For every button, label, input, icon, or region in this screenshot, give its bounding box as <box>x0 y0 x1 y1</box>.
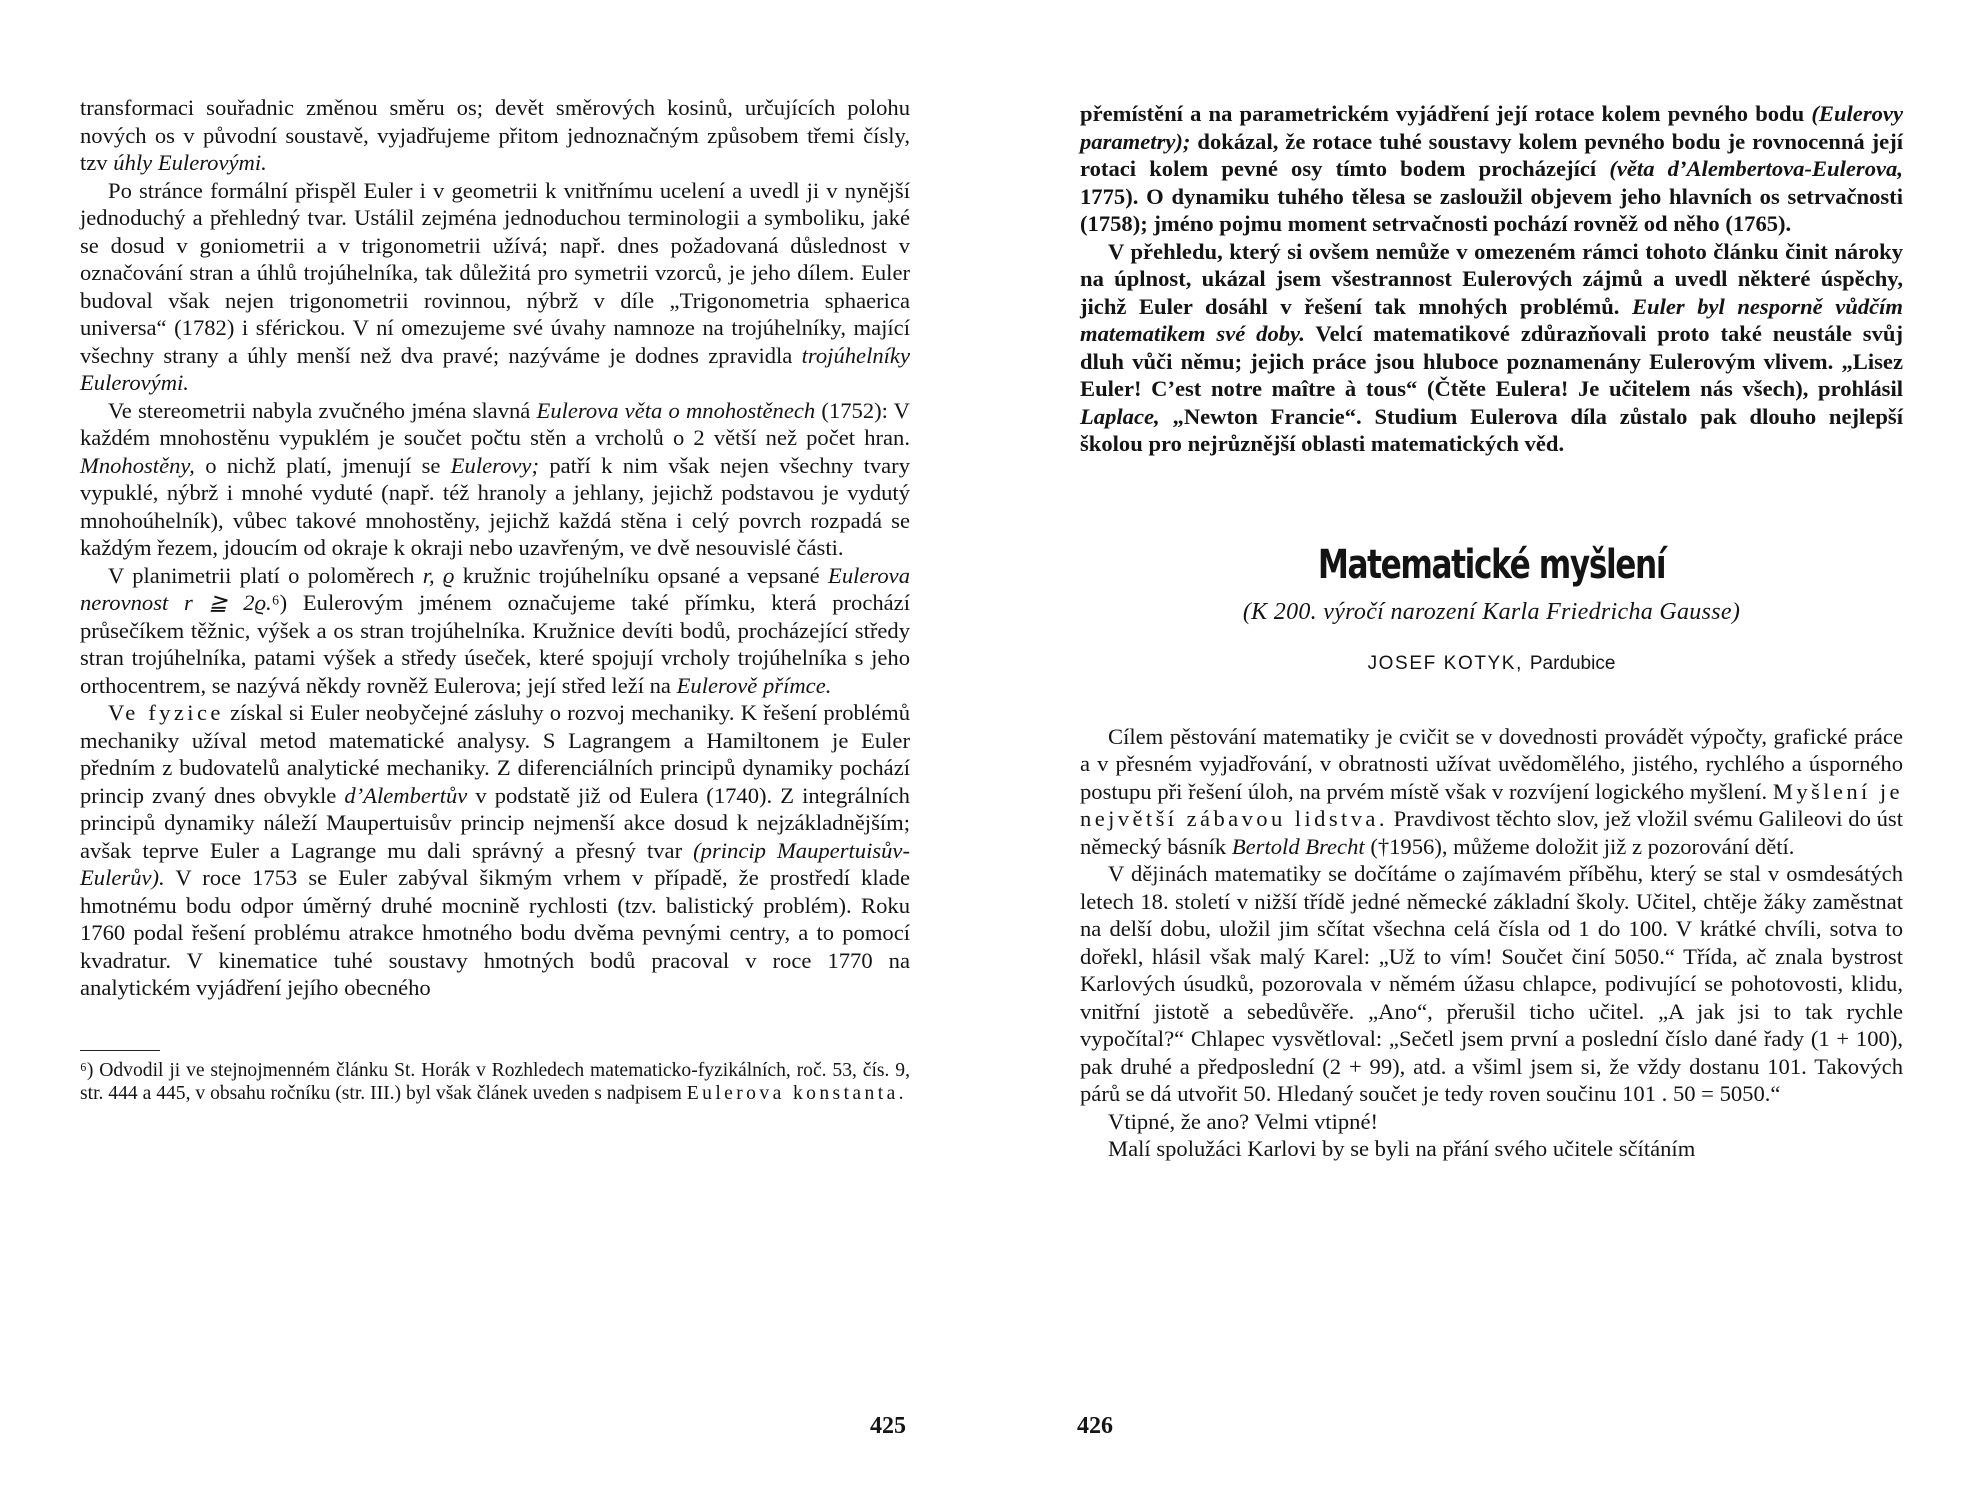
text-run: V dějinách matematiky se dočítáme o zajímavém příběhu, který se stal v osmdesátých letech 18. století v nižší třídě jedné německé základní školy. Učitel, chtěje žáky zaměstnat na delší dobu, uložil jim sčítat všechna celá čísla od 1 do 100. V krátké chvíli, sotva to dořekl, hlásil však malý Karel: „Už to vím! Součet činí 5050.“ Třída, ač znala bystrost Karlových úsudků, pozorovala v němém úžasu chlapce, podivující se pohotovosti, klidu, vnitřní jistotě a sebedůvěře. „Ano“, přerušil ticho učitel. „A jak jsi to tak rychle vypočítal?“ Chlapec vysvětloval: „Sečetl jsem první a poslední číslo dané řady (1 + 100), pak druhé a předposlední (2 + 99), atd. a všiml jsem si, že vždy dostanu 101. Takových párů se dá utvořit 50. Hledaný součet je tedy roven součinu 101 . 50 = 5050.“ <box>1080 861 1903 1106</box>
spaced-term: Ve fyzice <box>108 700 224 725</box>
italic-term: (princip Maupertuisův-Eulerův). <box>80 837 910 890</box>
article-author <box>1080 653 1903 675</box>
text-run: přemístění a na parametrickém vyjádření její rotace kolem pevného bodu <box>1080 101 1805 126</box>
italic-term: d’Alembertův <box>344 782 468 808</box>
spaced-term: Myšlení je největší zábavou lidstva. <box>1080 778 1903 831</box>
paragraph <box>1080 1108 1903 1136</box>
text-run: (†1956), můžeme doložit již z pozorování dětí. <box>1370 833 1795 859</box>
paragraph <box>1080 860 1903 1108</box>
right-text-column <box>1080 100 1903 1163</box>
text-run: Velcí matematikové zdůrazňovali proto také neustále svůj dluh vůči němu; jejich práce jsou hluboce poznamenány Eulerovým vlivem. „Lisez Euler! C’est notre maître à tous“ (Čtěte Eulera! Je učitelem nás všech), prohlásil <box>1080 321 1903 401</box>
footnote <box>80 1059 910 1105</box>
text-run: 1775). O dynamiku tuhého tělesa se zasloužil objevem jeho hlavních os setrvačnosti (1758); jméno pojmu moment setrvačnosti pochází rovněž od něho (1765). <box>1080 183 1903 236</box>
text-run: dokázal, že rotace tuhé soustavy kolem pevného bodu je rovnocenná její rotaci kolem pevné osy tímto bodem procházející <box>1080 128 1903 181</box>
paragraph <box>1080 723 1903 861</box>
text-run: ⁶) Eulerovým jménem označujeme také přímku, která prochází průsečíkem těžnic, výšek a os stran trojúhelníka. Kružnice devíti bodů, procházející středy stran trojúhelníka, patami výšek a středy úseček, které spojují vrcholy trojúhelníka s jeho orthocentrem, se nazývá někdy rovněž Eulerova; její střed leží na <box>80 590 910 698</box>
italic-term: Eulerova věta o mnohostěnech <box>536 397 816 423</box>
left-text-column <box>80 94 910 1105</box>
paragraph <box>80 177 910 397</box>
page-number: 426 <box>1077 1413 1113 1439</box>
italic-term: Eulerovy; <box>450 452 539 478</box>
text-run: Malí spolužáci Karlovi by se byli na přání svého učitele sčítáním <box>1108 1136 1696 1161</box>
text-run: Odvodil ji ve stejnojmenném článku St. Horák v Rozhledech matematicko-fyzikálních, roč. 53, čís. 9, str. 444 a 445, v obsahu ročníku (str. III.) byl však článek uveden s nadpisem <box>80 1059 910 1104</box>
italic-term: (věta d’Alembertova-Eulerova, <box>1609 156 1903 181</box>
spaced-term: Eulerova konstanta. <box>686 1082 907 1104</box>
article-subtitle: (K 200. výročí narození Karla Friedricha Gausse) <box>1242 598 1741 625</box>
text-run: o nichž platí, jmenují se <box>205 452 441 478</box>
bold-block <box>1080 100 1903 458</box>
footnote-text <box>80 1059 910 1105</box>
italic-term: trojúhelníky Eulerovými. <box>80 342 910 395</box>
footnote-rule <box>80 1050 160 1051</box>
text-run: transformaci souřadnic změnou směru os; devět směrových kosinů, určujících polohu nových os v původní soustavě, vyjadřujeme přitom jednoznačným způsobem třemi čísly, tzv <box>80 95 910 175</box>
footnote-marker: ⁶) <box>80 1059 94 1081</box>
italic-term: Eulerova nerovnost r ≧ 2ϱ. <box>80 562 910 615</box>
text-run: Pravdivost těchto slov, jež vložil svému Galileovi do úst německý básník <box>1080 806 1903 859</box>
author-name: JOSEF KOTYK, <box>1367 652 1523 674</box>
text-run: V přehledu, který si ovšem nemůže v omezeném rámci tohoto článku činit nároky na úplnost, ukázal jsem všestrannost Eulerových zájmů a uvedl některé úspěchy, jichž Euler dosáhl v řešení tak mnohých problémů. <box>1080 238 1903 319</box>
text-run: získal si Euler neobyčejné zásluhy o rozvoj mechaniky. K řešení problémů mechaniky užíval metod matematické analysy. S Lagrangem a Hamiltonem je Euler předním z budovatelů analytické mechaniky. Z diferenciálních principů dynamiky pochází princip zvaný dnes obvykle <box>80 700 910 808</box>
italic-term: Laplace, <box>1080 403 1160 429</box>
author-place: Pardubice <box>1529 652 1616 674</box>
paragraph <box>80 397 910 562</box>
italic-term: r, ϱ <box>422 562 455 588</box>
text-run: (1752): V každém mnohostěnu vypuklém je součet počtu stěn a vrcholů o 2 větší než počet hran. <box>80 397 911 450</box>
italic-term: (Eulerovy parametry); <box>1080 101 1903 154</box>
italic-term: Mnohostěny, <box>80 452 195 478</box>
text-run: V roce 1753 se Euler zabýval šikmým vrhem v případě, že prostředí klade hmotnému bodu odpor úměrný druhé mocnině rychlosti (tzv. balistický problém). Roku 1760 podal řešení problému atrakce hmotného bodu dvěma pevnými centry, a to pomocí kvadratur. V kinematice tuhé soustavy hmotných bodů pracoval v roce 1770 na analytickém vyjádření jejího obecného <box>80 865 910 1000</box>
paragraph <box>1080 100 1903 238</box>
paragraph <box>1080 238 1903 458</box>
italic-term: Euler byl nesporně vůdčím matematikem své doby. <box>1080 293 1903 346</box>
page-number: 425 <box>870 1413 906 1439</box>
article-title: Matematické myšlení <box>1317 541 1666 588</box>
italic-term: Eulerově přímce. <box>676 672 832 698</box>
text-run: “ (1782) i sférickou. V ní omezujeme své úvahy namnoze na trojúhelníky, mající všechny strany a úhly menší než dva pravé; nazýváme je dodnes zpravidla <box>80 315 910 368</box>
paragraph <box>80 562 910 700</box>
text-run: v podstatě již od Eulera (1740). Z integrálních principů dynamiky náleží Maupertuisův princip nejmenší akce dosud k nejzákladnějším; avšak teprve Euler a Lagrange mu dali správný a přesný tvar <box>80 782 910 863</box>
italic-term: Bertold Brecht <box>1231 833 1365 859</box>
paragraph <box>80 699 910 1002</box>
text-run: V planimetrii platí o poloměrech <box>108 562 415 588</box>
italic-term: úhly Eulerovými. <box>113 150 267 175</box>
right-page <box>990 0 1980 1500</box>
paragraph <box>1080 1135 1903 1163</box>
text-run: Po stránce formální přispěl Euler i v geometrii k vnitřnímu ucelení a uvedl ji v nynější jednoduchý a přehledný tvar. Ustálil zejména jednoduchou terminologii a symboliku, jaké se dosud v goniometrii a v trigonometrii užívá; např. dnes požadovaná důslednost v označování stran a úhlů trojúhelníka, tak důležitá pro symetrii vzorců, je jeho dílem. Euler budoval však nejen trigonometrii rovinnou, nýbrž v díle „ <box>80 177 910 313</box>
text-run: patří k nim však nejen všechny tvary vypuklé, nýbrž i mnohé vyduté (např. též hranoly a jehlany, jejichž podstavou je vydutý mnohoúhelník), vůbec takové mnohostěny, jejichž každá stěna i celý povrch rozpadá se každým řezem, jdoucím od okraje k okraji nebo uzavřeným, ve dvě nesouvislé části. <box>80 452 910 560</box>
article-body <box>1080 723 1903 1163</box>
text-run: „Newton Francie“. Studium Eulerova díla zůstalo pak dlouho nejlepší školou pro nejrůznější oblasti matematických věd. <box>1080 403 1903 456</box>
text-run: kružnic trojúhelníku opsané a vepsané <box>462 562 820 588</box>
paragraph <box>80 94 910 177</box>
text-run: Ve stereometrii nabyla zvučného jména slavná <box>108 397 531 423</box>
text-run: Trigonometria sphaerica universa <box>80 287 911 340</box>
text-run: Vtipné, že ano? Velmi vtipné! <box>1108 1108 1378 1134</box>
text-run: Cílem pěstování matematiky je cvičit se v dovednosti provádět výpočty, grafické práce a v přesném vyjadřování, v obratnosti užívat uvědomělého, jistého, rychlého a úsporného postupu při řešení úloh, na prvém místě však v rozvíjení logického myšlení. <box>1080 723 1903 804</box>
